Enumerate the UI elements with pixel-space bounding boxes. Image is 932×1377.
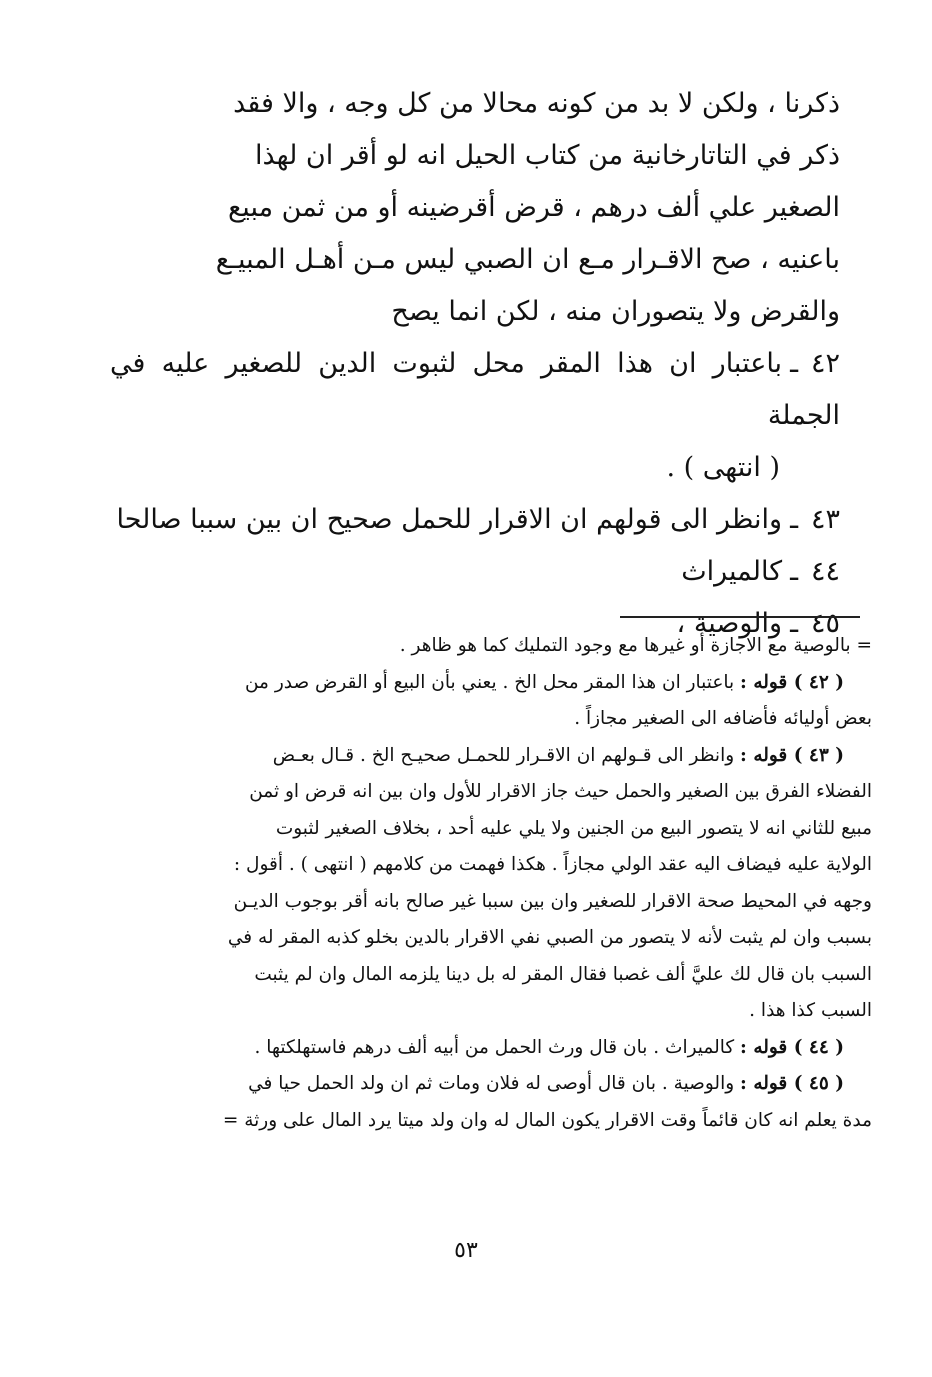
main-line: الصغير علي ألف درهم ، قرض أقرضينه أو من ثمن مبيع <box>227 192 840 223</box>
footnote-45 <box>92 1066 872 1103</box>
footnote-43 <box>92 738 872 775</box>
item-dash: ـ <box>790 608 798 639</box>
footnote-line: وانظر الى قـولهم ان الاقـرار للحمـل صحيـح الخ . قـال بعـض <box>272 744 735 766</box>
item-text: باعتبار ان هذا المقر محل لثبوت الدين للصغير عليه في الجملة <box>110 348 840 431</box>
main-line: ذكر في التاتارخانية من كتاب الحيل انه لو أقر ان لهذا <box>254 140 840 171</box>
footnote-ref: ( ٤٤ ) قوله : <box>740 1036 844 1058</box>
numbered-item-42 <box>110 338 840 442</box>
footnote-carry-line: = بالوصية مع الاجازة أو غيرها مع وجود التمليك كما هو ظاهر . <box>399 635 872 656</box>
footnote-line: مبيع للثاني انه لا يتصور البيع من الجنين ولا يلي عليه أحد ، بخلاف الصغير لثبوت <box>275 817 872 839</box>
footnote-44 <box>92 1030 872 1067</box>
footnote-line: بعض أوليائه فأضافه الى الصغير مجازاً . <box>574 708 872 729</box>
item-number: ٤٥ <box>810 608 840 639</box>
item-dash: ـ <box>790 504 798 535</box>
footnote-line: كالميراث . بان قال ورث الحمل من أبيه ألف درهم فاستهلكتها . <box>254 1036 735 1058</box>
footnote-ref: ( ٤٣ ) قوله : <box>740 744 844 766</box>
item-continuation: ( انتهى ) . <box>666 452 780 483</box>
footnote-42 <box>92 665 872 702</box>
footnote-line: بسبب وان لم يثبت لأنه لا يتصور من الصبي نفي الاقرار بالدين بخلو كذبه المقر له في <box>227 927 872 948</box>
numbered-item-43 <box>110 494 840 546</box>
footnote-line: الولاية عليه فيضاف اليه عقد الولي مجازاً . هكذا فهمت من كلامهم ( انتهى ) . أقول : <box>233 854 872 875</box>
item-number: ٤٤ <box>810 556 840 587</box>
footnote-line: باعتبار ان هذا المقر محل الخ . يعني بأن البيع أو القرض صدر من <box>244 671 735 693</box>
main-text-block <box>110 78 840 650</box>
item-text: والوصية ، <box>676 608 783 639</box>
footnotes-block <box>92 628 872 1139</box>
item-dash: ـ <box>790 348 798 379</box>
item-text: وانظر الى قولهم ان الاقرار للحمل صحيح ان بين سببا صالحا <box>116 504 783 535</box>
footnote-ref: ( ٤٥ ) قوله : <box>740 1073 844 1094</box>
numbered-item-44 <box>110 546 840 598</box>
item-dash: ـ <box>790 556 798 587</box>
item-number: ٤٣ <box>810 504 840 535</box>
footnote-line: السبب كذا هذا . <box>749 1000 872 1021</box>
page-number: ٥٣ <box>454 1238 478 1263</box>
main-line: ذكرنا ، ولكن لا بد من كونه محالا من كل وجه ، والا فقد <box>233 88 840 119</box>
main-line: باعنيه ، صح الاقـرار مـع ان الصبي ليس مـن أهـل المبيـع <box>215 244 840 275</box>
footnote-line: مدة يعلم انه كان قائماً وقت الاقرار يكون المال له وان ولد ميتا يرد المال على ورثة = <box>222 1109 872 1131</box>
footnote-divider <box>620 616 860 618</box>
footnote-ref: ( ٤٢ ) قوله : <box>740 671 844 693</box>
item-text: كالميراث <box>681 556 783 587</box>
footnote-line: وجهه في المحيط صحة الاقرار للصغير وان بين سببا غير صالح بانه أقر بوجوب الديـن <box>233 890 872 912</box>
footnote-line: السبب بان قال لك عليَّ ألف غصبا فقال المقر له بل دينا يلزمه المال وان لم يثبت <box>254 963 872 985</box>
item-number: ٤٢ <box>810 348 840 379</box>
main-line: والقرض ولا يتصوران منه ، لكن انما يصح <box>391 296 840 327</box>
footnote-line: الفضلاء الفرق بين الصغير والحمل حيث جاز الاقرار للأول وان بين انه قرض او ثمن <box>249 781 872 802</box>
footnote-line: والوصية . بان قال أوصى له فلان ومات ثم ان ولد الحمل حيا في <box>248 1073 735 1094</box>
